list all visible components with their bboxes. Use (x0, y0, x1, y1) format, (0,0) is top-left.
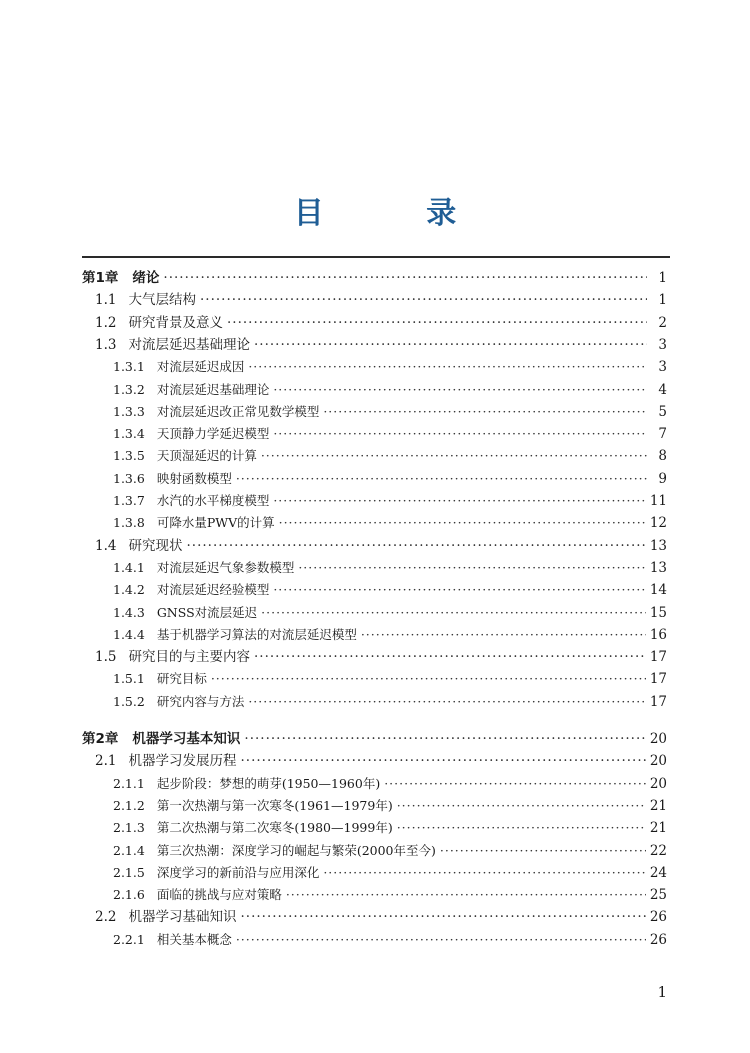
toc-entry-page: 22 (649, 842, 667, 859)
toc-entry-number: 1.3.1 (113, 359, 145, 375)
toc-entry-page: 17 (649, 671, 667, 688)
toc-entry[interactable] (113, 557, 667, 579)
toc-entry[interactable] (113, 862, 667, 884)
toc-entry[interactable] (113, 579, 667, 601)
page-title: 目 录 (293, 196, 503, 231)
toc-entry-number: 1.3.2 (113, 381, 145, 397)
toc-entry-number: 1.3.8 (113, 515, 145, 531)
toc-entry-page: 2 (658, 314, 667, 331)
toc-entry-page: 17 (649, 693, 667, 710)
toc-entry[interactable] (113, 624, 667, 646)
toc-entry-number: 2.2 (95, 909, 117, 926)
toc-entry-page: 1 (658, 270, 667, 286)
toc-entry-number: 2.1.1 (113, 775, 145, 791)
toc-entry-page: 21 (649, 797, 667, 814)
toc-entry-number: 2.2.1 (113, 931, 145, 947)
toc-entry-number: 1.3.5 (113, 448, 145, 464)
toc-entry-title: 研究现状 (128, 537, 183, 554)
dot-leader (200, 289, 647, 311)
toc-entry-title: 研究背景及意义 (128, 314, 223, 331)
dot-leader (384, 773, 646, 795)
toc-entry-page: 17 (649, 649, 667, 666)
dot-leader (298, 557, 645, 579)
toc-entry-number: 1.3.4 (113, 426, 145, 442)
toc-entry-page: 11 (649, 493, 667, 509)
toc-entry-title: 可降水量PWV的计算 (156, 515, 275, 531)
toc-entry-number: 1.3.7 (113, 493, 145, 508)
toc-entry-page: 3 (658, 359, 667, 376)
toc-entry-number: 2.1.6 (113, 887, 145, 903)
toc-entry[interactable] (95, 289, 667, 311)
toc-entry[interactable] (113, 602, 667, 624)
toc-entry[interactable] (113, 445, 667, 467)
toc-entry-page: 26 (649, 931, 667, 948)
dot-leader (248, 356, 647, 378)
toc-entry-number: 第2章 (82, 731, 119, 747)
toc-entry-title: 机器学习基础知识 (128, 909, 237, 926)
toc-entry-title: 第一次热潮与第一次寒冬(1961—1979年) (156, 797, 393, 813)
dot-leader (273, 490, 645, 512)
toc-entry-page: 20 (649, 775, 667, 792)
toc-entry-number: 2.1.5 (113, 864, 145, 880)
dot-leader (440, 840, 646, 862)
dot-leader (286, 884, 646, 906)
dot-leader (261, 445, 647, 467)
toc-entry-page: 26 (649, 909, 667, 926)
dot-leader (236, 468, 647, 490)
dot-leader (323, 401, 647, 423)
toc-entry[interactable] (95, 535, 667, 557)
toc-entry-number: 2.1.2 (113, 797, 145, 813)
toc-entry-number: 2.1.3 (113, 820, 145, 836)
toc-entry-number: 2.1 (95, 753, 117, 770)
toc-entry-page: 24 (649, 864, 667, 881)
toc-entry[interactable] (95, 334, 667, 356)
toc-entry[interactable] (113, 401, 667, 423)
dot-leader (261, 602, 646, 624)
toc-entry[interactable] (113, 773, 667, 795)
dot-leader (240, 750, 645, 772)
toc-entry-page: 25 (649, 887, 667, 904)
toc-entry-page: 14 (649, 582, 667, 599)
toc-entry-page: 15 (649, 604, 667, 621)
toc-entry-title: 映射函数模型 (156, 470, 232, 486)
toc-entry-title: 第二次热潮与第二次寒冬(1980—1999年) (156, 820, 393, 836)
toc-entry-number: 2.1.4 (113, 842, 145, 858)
toc-entry-page: 21 (649, 820, 667, 837)
toc-entry-title: 第三次热潮：深度学习的崛起与繁荣(2000年至今) (156, 842, 436, 858)
toc-entry-page: 7 (658, 426, 667, 443)
footer-page-number: 1 (657, 983, 667, 1001)
toc-entry[interactable] (113, 929, 667, 951)
toc-entry-title: 对流层延迟气象参数模型 (156, 559, 295, 575)
toc-entry-title: 天顶静力学延迟模型 (156, 426, 270, 442)
toc-entry-page: 8 (658, 448, 667, 465)
toc-entry-title: 机器学习发展历程 (128, 753, 237, 770)
dot-leader (163, 267, 647, 289)
toc-entry-title: 起步阶段：梦想的萌芽(1950—1960年) (156, 775, 381, 791)
toc-entry-number: 1.4.1 (113, 559, 145, 575)
toc-entry[interactable] (82, 728, 667, 750)
toc-entry-page: 13 (649, 537, 667, 554)
toc-entry-title: 研究目的与主要内容 (128, 649, 250, 666)
toc-entry[interactable] (113, 668, 667, 690)
title-rule (82, 256, 670, 258)
toc-entry-title: 相关基本概念 (156, 931, 232, 947)
dot-leader (273, 379, 647, 401)
toc-entry[interactable] (113, 490, 667, 512)
toc-entry-page: 13 (649, 559, 667, 576)
toc-entry[interactable] (113, 840, 667, 862)
toc-entry-title: 绪论 (132, 270, 160, 286)
toc-entry-number: 1.4.2 (113, 582, 145, 598)
toc-entry-number: 1.3.6 (113, 470, 145, 486)
dot-leader (227, 312, 647, 334)
toc-entry[interactable] (95, 906, 667, 928)
toc-entry[interactable] (113, 379, 667, 401)
toc-entry-title: 研究目标 (156, 671, 207, 687)
dot-leader (397, 817, 646, 839)
dot-leader (186, 535, 645, 557)
toc-entry[interactable] (113, 468, 667, 490)
toc-entry-number: 1.3 (95, 336, 117, 353)
toc-entry-number: 1.5.1 (113, 671, 145, 687)
toc-entry[interactable] (95, 312, 667, 334)
toc-entry[interactable] (113, 795, 667, 817)
toc-entry-page: 3 (658, 336, 667, 353)
dot-leader (236, 929, 646, 951)
toc-entry-number: 1.1 (95, 292, 117, 309)
toc-entry-page: 5 (658, 403, 667, 420)
toc-entry-title: 机器学习基本知识 (132, 731, 241, 747)
toc-entry-number: 1.3.3 (113, 403, 145, 419)
dot-leader (244, 728, 645, 750)
toc-entry-title: 水汽的水平梯度模型 (156, 493, 270, 508)
dot-leader (273, 579, 645, 601)
dot-leader (397, 795, 646, 817)
dot-leader (211, 668, 646, 690)
toc-entry[interactable] (95, 646, 667, 668)
toc-entry-number: 1.2 (95, 314, 117, 331)
toc-entry[interactable] (113, 512, 667, 534)
dot-leader (240, 906, 645, 928)
dot-leader (273, 423, 647, 445)
dot-leader (323, 862, 645, 884)
toc-entry-title: 基于机器学习算法的对流层延迟模型 (156, 626, 357, 642)
dot-leader (361, 624, 646, 646)
toc-entry[interactable] (113, 356, 667, 378)
toc-entry-title: 对流层延迟基础理论 (156, 381, 270, 397)
toc-entry-title: 对流层延迟成因 (156, 359, 245, 375)
toc-entry[interactable] (113, 423, 667, 445)
toc-entry-title: 面临的挑战与应对策略 (156, 887, 282, 903)
toc-entry[interactable] (82, 267, 667, 289)
toc-entry-page: 12 (649, 515, 667, 532)
toc-entry[interactable] (95, 750, 667, 772)
toc-entry-title: 对流层延迟改正常见数学模型 (156, 403, 320, 419)
dot-leader (279, 512, 646, 534)
toc-entry-page: 20 (649, 731, 667, 747)
toc-entry-number: 1.4.4 (113, 626, 145, 642)
toc-entry-page: 1 (658, 292, 667, 309)
toc-entry-title: 研究内容与方法 (156, 693, 245, 709)
toc-entry-title: 对流层延迟基础理论 (128, 336, 250, 353)
toc-entry-number: 1.4 (95, 537, 117, 554)
toc-entry-number: 1.5 (95, 649, 117, 666)
toc-entry[interactable] (113, 884, 667, 906)
toc-entry-page: 16 (649, 626, 667, 643)
toc-entry-title: 对流层延迟经验模型 (156, 582, 270, 598)
toc-entry-title: 天顶湿延迟的计算 (156, 448, 257, 464)
toc-entry-title: 深度学习的新前沿与应用深化 (156, 864, 320, 880)
toc-entry-number: 1.5.2 (113, 693, 145, 709)
toc-entry-page: 4 (658, 381, 667, 398)
dot-leader (254, 334, 647, 356)
toc-entry[interactable] (113, 691, 667, 713)
dot-leader (248, 691, 645, 713)
toc-entry-title: 大气层结构 (128, 292, 196, 309)
toc-entry-page: 20 (649, 753, 667, 770)
dot-leader (254, 646, 646, 668)
toc-entry-number: 1.4.3 (113, 604, 145, 620)
toc-entry-title: GNSS对流层延迟 (156, 604, 258, 620)
toc-entry-number: 第1章 (82, 270, 119, 286)
toc-entry-page: 9 (658, 470, 667, 487)
toc-entry[interactable] (113, 817, 667, 839)
